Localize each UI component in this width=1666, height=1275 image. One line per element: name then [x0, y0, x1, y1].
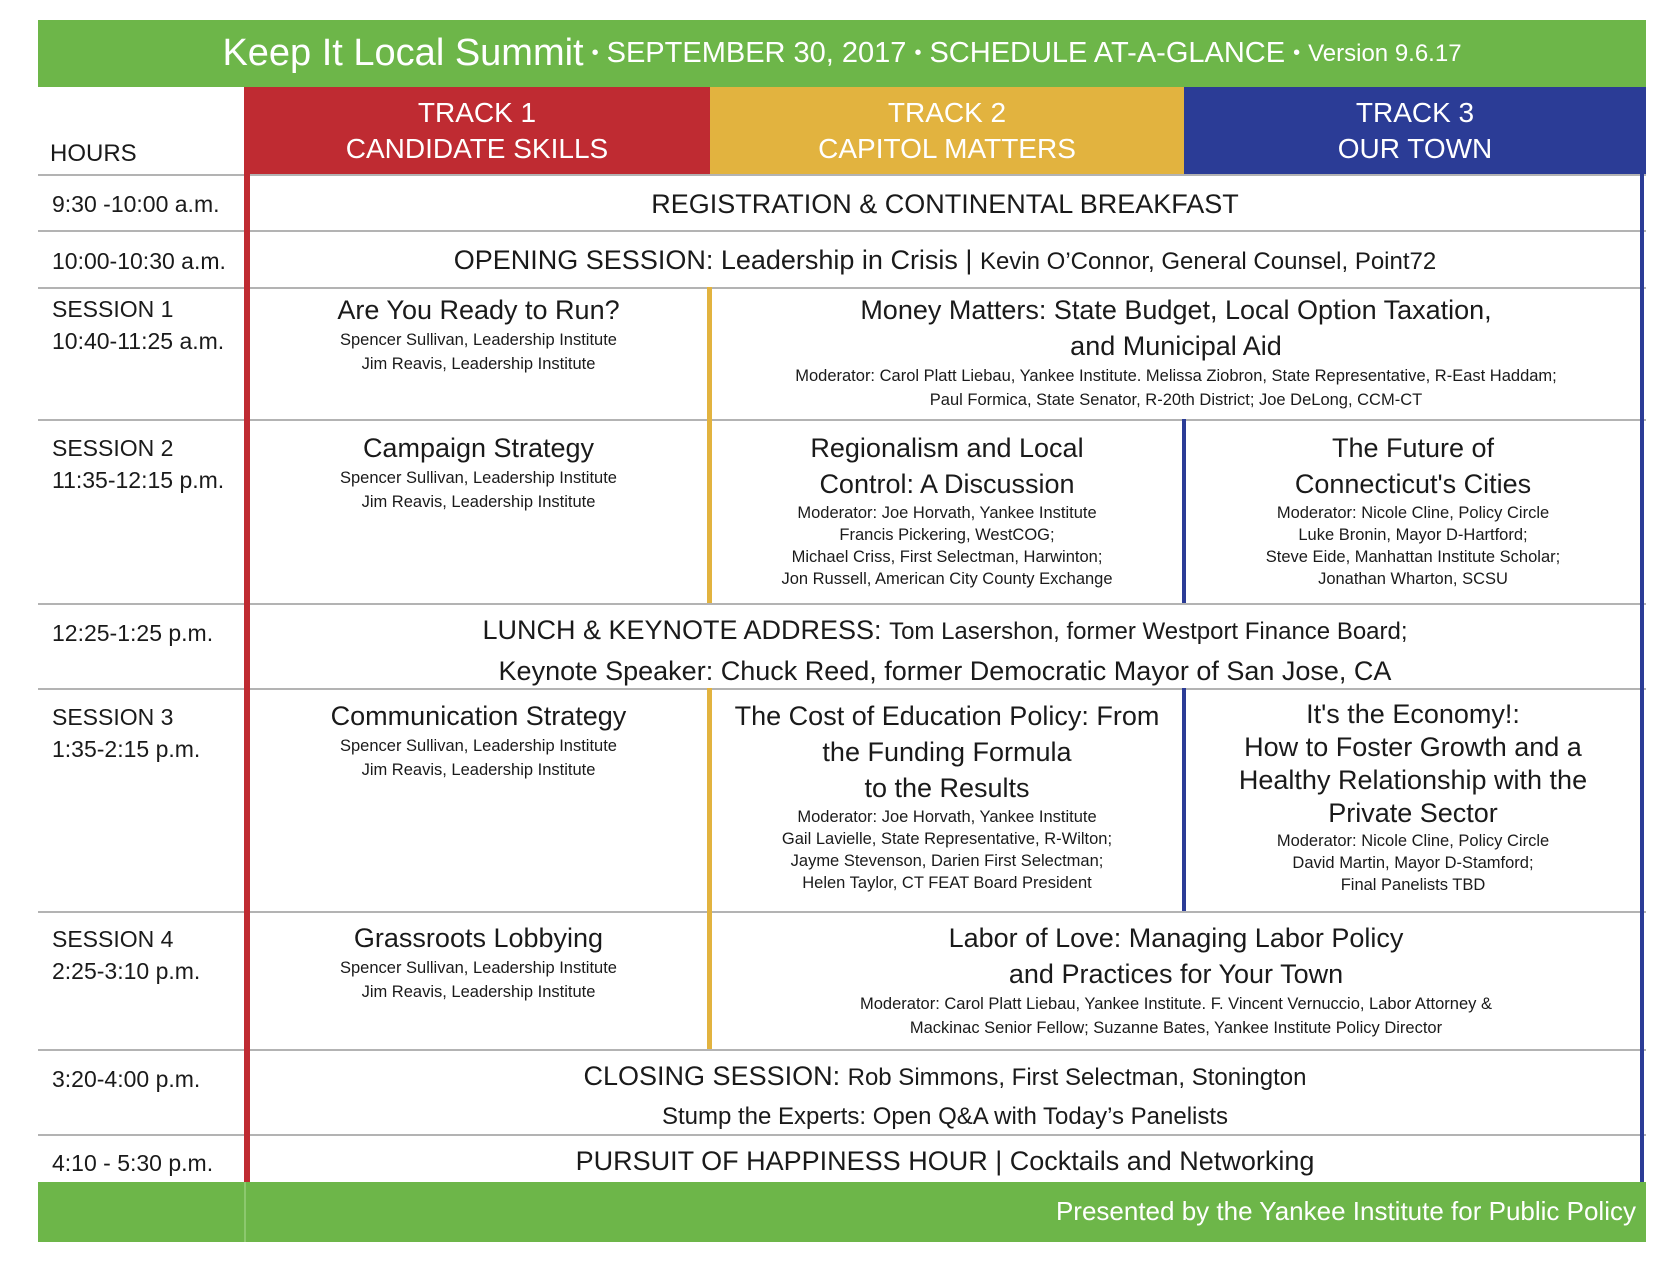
separator-dot: •: [914, 42, 922, 64]
track2-header: [710, 87, 1184, 174]
panel-details: Jonathan Wharton, SCSU: [1318, 570, 1508, 588]
session-title-line: It's the Economy!:: [1306, 699, 1520, 729]
opening-session: [250, 242, 1640, 278]
session2-time-cell: [52, 432, 224, 496]
track3-name: OUR TOWN: [1337, 132, 1493, 164]
time-happy-hour: 4:10 - 5:30 p.m.: [52, 1150, 214, 1176]
session-title-line: How to Foster Growth and a: [1244, 732, 1582, 762]
session-title-line: Healthy Relationship with the: [1238, 765, 1588, 795]
session-title-line: Regionalism and Local: [810, 433, 1084, 463]
closing-session: [250, 1058, 1640, 1135]
session-title: Campaign Strategy: [362, 433, 595, 463]
hours-column-header: HOURS: [50, 140, 137, 167]
session2-track1: [250, 430, 707, 514]
closing-subtitle: Stump the Experts: Open Q&A with Today’s Panelists: [661, 1103, 1229, 1130]
panel-details: Steve Eide, Manhattan Institute Scholar;: [1265, 548, 1561, 566]
row-divider: [38, 419, 1646, 421]
track1-header: [244, 87, 710, 174]
speaker: Spencer Sullivan, Leadership Institute: [339, 959, 617, 977]
time-lunch: 12:25-1:25 p.m.: [52, 620, 214, 646]
footer-credit: Presented by the Yankee Institute for Public Policy: [1055, 1196, 1636, 1226]
speaker: Jim Reavis, Leadership Institute: [361, 761, 596, 779]
session-time: 11:35-12:15 p.m.: [52, 467, 225, 493]
track3-header: [1184, 87, 1646, 174]
event-name: Keep It Local Summit: [222, 32, 584, 74]
panel-details: David Martin, Mayor D-Stamford;: [1292, 854, 1534, 872]
session-label: SESSION 3: [52, 704, 174, 730]
footer-divider: [244, 1182, 246, 1242]
session-time: 2:25-3:10 p.m.: [52, 958, 201, 984]
speaker: Spencer Sullivan, Leadership Institute: [339, 469, 617, 487]
panel-details: Paul Formica, State Senator, R-20th District; Joe DeLong, CCM-CT: [929, 391, 1423, 409]
track2-name: CAPITOL MATTERS: [818, 132, 1076, 164]
panel-details: Final Panelists TBD: [1340, 876, 1486, 894]
time-opening: 10:00-10:30 a.m.: [52, 248, 226, 274]
session3-track2: [712, 698, 1182, 894]
opening-title: OPENING SESSION: Leadership in Crisis |: [453, 245, 980, 275]
session3-time-cell: [52, 701, 200, 765]
row-divider: [38, 287, 1646, 289]
panel-details: Mackinac Senior Fellow; Suzanne Bates, Yankee Institute Policy Director: [909, 1019, 1443, 1037]
panel-details: Moderator: Nicole Cline, Policy Circle: [1276, 504, 1550, 522]
row-divider: [38, 911, 1646, 913]
lunch-host: Tom Lasershon, former Westport Finance Board;: [889, 618, 1408, 645]
session-label: SESSION 2: [52, 435, 174, 461]
row-divider: [38, 174, 1646, 176]
row-divider: [38, 603, 1646, 605]
panel-details: Helen Taylor, CT FEAT Board President: [802, 874, 1092, 892]
opening-speaker: Kevin O’Connor, General Counsel, Point72: [979, 248, 1437, 275]
closing-title: CLOSING SESSION:: [583, 1061, 848, 1091]
schedule-label: SCHEDULE AT-A-GLANCE: [929, 37, 1286, 69]
panel-details: Moderator: Carol Platt Liebau, Yankee Institute. F. Vincent Vernuccio, Labor Attorney &: [860, 995, 1492, 1013]
session-title-line: Control: A Discussion: [819, 469, 1075, 499]
happy-hour-title: PURSUIT OF HAPPINESS HOUR |: [575, 1146, 1010, 1176]
session-title-line: the Funding Formula: [822, 737, 1072, 767]
session-time: 1:35-2:15 p.m.: [52, 736, 201, 762]
session2-track3: [1186, 430, 1640, 590]
speaker: Jim Reavis, Leadership Institute: [361, 983, 596, 1001]
panel-details: Moderator: Joe Horvath, Yankee Institute: [797, 504, 1097, 522]
separator-dot: •: [591, 42, 599, 64]
session1-track1: [250, 292, 707, 376]
session-label: SESSION 4: [52, 926, 174, 952]
session-title-line: and Municipal Aid: [1070, 331, 1282, 361]
panel-details: Moderator: Carol Platt Liebau, Yankee Institute. Melissa Ziobron, State Representative, R-East Haddam;: [795, 367, 1557, 385]
track2-number: TRACK 2: [887, 96, 1007, 128]
track1-name: CANDIDATE SKILLS: [345, 132, 609, 164]
speaker: Spencer Sullivan, Leadership Institute: [339, 331, 617, 349]
version-label: Version 9.6.17: [1308, 39, 1462, 67]
session-title-line: The Future of: [1331, 433, 1495, 463]
session1-time-cell: [52, 293, 224, 357]
speaker: Spencer Sullivan, Leadership Institute: [339, 737, 617, 755]
title-bar: [38, 20, 1646, 87]
track3-number: TRACK 3: [1355, 96, 1475, 128]
session-title-line: Labor of Love: Managing Labor Policy: [948, 923, 1404, 953]
time-registration: 9:30 -10:00 a.m.: [52, 191, 220, 217]
closing-speaker: Rob Simmons, First Selectman, Stonington: [847, 1064, 1307, 1091]
session-label: SESSION 1: [52, 296, 174, 322]
panel-details: Michael Criss, First Selectman, Harwinton;: [791, 548, 1103, 566]
keynote-speaker: Keynote Speaker: Chuck Reed, former Democratic Mayor of San Jose, CA: [498, 656, 1392, 686]
session-title-line: and Practices for Your Town: [1008, 959, 1344, 989]
happy-hour: [250, 1143, 1640, 1179]
session-time: 10:40-11:25 a.m.: [52, 328, 225, 354]
separator-dot: •: [1293, 42, 1301, 64]
speaker: Jim Reavis, Leadership Institute: [361, 355, 596, 373]
session-title-line: Connecticut's Cities: [1294, 469, 1532, 499]
event-date: SEPTEMBER 30, 2017: [606, 37, 907, 69]
session2-track2: [712, 430, 1182, 590]
time-closing: 3:20-4:00 p.m.: [52, 1066, 201, 1092]
panel-details: Moderator: Joe Horvath, Yankee Institute: [797, 808, 1097, 826]
session4-time-cell: [52, 923, 200, 987]
row-divider: [38, 230, 1646, 232]
panel-details: Gail Lavielle, State Representative, R-Wilton;: [781, 830, 1113, 848]
session-title: Communication Strategy: [330, 701, 627, 731]
registration-title: REGISTRATION & CONTINENTAL BREAKFAST: [651, 189, 1239, 219]
session-title-line: Money Matters: State Budget, Local Option Taxation,: [860, 295, 1492, 325]
session1-track23: [712, 292, 1640, 412]
panel-details: Jayme Stevenson, Darien First Selectman;: [790, 852, 1104, 870]
row-divider: [38, 1049, 1646, 1051]
panel-details: Luke Bronin, Mayor D-Hartford;: [1298, 526, 1528, 544]
panel-details: Moderator: Nicole Cline, Policy Circle: [1276, 832, 1550, 850]
lunch-keynote: [250, 612, 1640, 689]
session4-track1: [250, 920, 707, 1004]
track1-number: TRACK 1: [417, 96, 537, 128]
session-title: Grassroots Lobbying: [353, 923, 604, 953]
speaker: Jim Reavis, Leadership Institute: [361, 493, 596, 511]
session-title: Are You Ready to Run?: [337, 295, 620, 325]
panel-details: Jon Russell, American City County Exchange: [781, 570, 1113, 588]
session3-track3: [1186, 698, 1640, 896]
session-title-line: Private Sector: [1328, 798, 1498, 828]
session-title-line: to the Results: [864, 773, 1030, 803]
session-title-line: The Cost of Education Policy: From: [734, 701, 1160, 731]
session3-track1: [250, 698, 707, 782]
happy-hour-subtitle: Cocktails and Networking: [1009, 1146, 1315, 1176]
session4-track23: [712, 920, 1640, 1040]
panel-details: Francis Pickering, WestCOG;: [839, 526, 1055, 544]
track3-right-border: [1640, 174, 1644, 1182]
lunch-title: LUNCH & KEYNOTE ADDRESS:: [482, 615, 890, 645]
